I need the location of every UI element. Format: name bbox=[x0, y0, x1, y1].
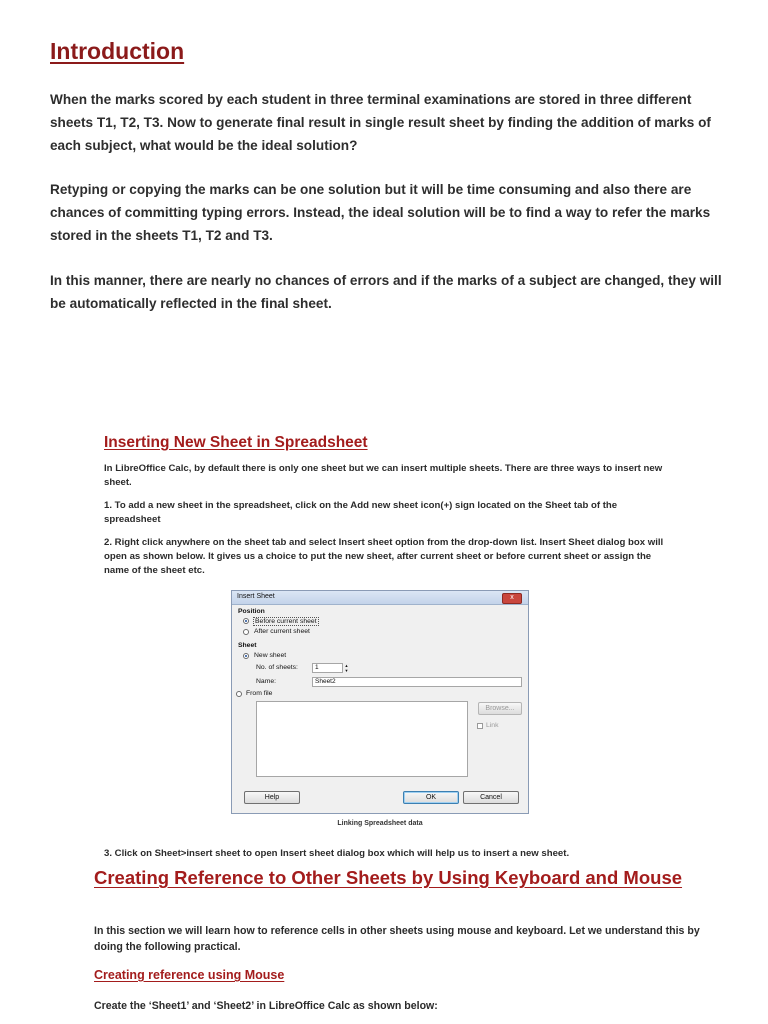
inserting-step-1: 1. To add a new sheet in the spreadsheet, click on the Add new sheet icon(+) sign located on the Sheet tab of the spreadsheet bbox=[104, 500, 618, 525]
inserting-step-3: 3. Click on Sheet>insert sheet to open Insert sheet dialog box which will help us to insert a new sheet. bbox=[104, 848, 570, 859]
cancel-button[interactable]: Cancel bbox=[463, 791, 519, 804]
after-current-label: After current sheet bbox=[254, 628, 310, 635]
intro-paragraph-2: Retyping or copying the marks can be one solution but it will be time consuming and also there are chances of committing typing errors. Instead, the ideal solution will be to find a way to refer the marks stored in the sheets T1, T2 and T3. bbox=[50, 182, 711, 243]
browse-button[interactable]: Browse... bbox=[478, 702, 522, 715]
reference-paragraph-2: Create the ‘Sheet1’ and ‘Sheet2’ in LibreOffice Calc as shown below: bbox=[94, 1000, 438, 1012]
figure-caption: Linking Spreadsheet data bbox=[337, 820, 423, 827]
inserting-step-2: 2. Right click anywhere on the sheet tab and select Insert sheet option from the drop-down list. Insert Sheet dialog box will open as shown below. It gives us a choice to put the new sheet, after current sheet or before current sheet or assign the name of the sheet etc. bbox=[104, 537, 664, 576]
sheet-label: Sheet bbox=[238, 642, 257, 649]
intro-paragraph-3: In this manner, there are nearly no chances of errors and if the marks of a subject are changed, they will be automatically reflected in the final sheet. bbox=[50, 273, 722, 311]
from-file-label: From file bbox=[246, 690, 273, 697]
link-checkbox[interactable] bbox=[477, 723, 483, 729]
before-current-label: Before current sheet bbox=[255, 618, 317, 625]
ok-button[interactable]: OK bbox=[403, 791, 459, 804]
no-of-sheets-label: No. of sheets: bbox=[256, 664, 298, 671]
inserting-paragraph-1: In LibreOffice Calc, by default there is only one sheet but we can insert multiple sheets. There are three ways to insert new sheet. bbox=[104, 463, 663, 488]
name-label: Name: bbox=[256, 678, 277, 685]
intro-heading: Introduction bbox=[50, 38, 185, 64]
from-file-radio[interactable] bbox=[236, 691, 242, 697]
link-label: Link bbox=[486, 722, 499, 729]
close-icon[interactable]: x bbox=[502, 593, 522, 604]
reference-mouse-heading: Creating reference using Mouse bbox=[94, 968, 285, 982]
inserting-sheet-heading: Inserting New Sheet in Spreadsheet bbox=[104, 434, 368, 451]
intro-paragraph-1: When the marks scored by each student in three terminal examinations are stored in three different sheets T1, T2, T3. Now to generate final result in single result sheet by finding the addition of marks of each subject, what would be the ideal solution? bbox=[50, 92, 711, 153]
reference-paragraph-1: In this section we will learn how to reference cells in other sheets using mouse and keyboard. Let we understand this by doing the following practical. bbox=[94, 925, 700, 953]
after-current-radio[interactable] bbox=[243, 629, 249, 635]
file-list-box[interactable] bbox=[256, 701, 468, 777]
dialog-titlebar bbox=[232, 591, 528, 605]
no-of-sheets-spin[interactable]: ▲ ▼ bbox=[342, 663, 350, 673]
no-of-sheets-input[interactable]: 1 bbox=[312, 663, 350, 673]
before-current-radio[interactable] bbox=[243, 618, 249, 624]
reference-heading: Creating Reference to Other Sheets by Using Keyboard and Mouse bbox=[94, 867, 683, 888]
name-input[interactable]: Sheet2 bbox=[312, 677, 522, 687]
new-sheet-label: New sheet bbox=[254, 652, 287, 659]
dialog-title: Insert Sheet bbox=[237, 593, 275, 600]
insert-sheet-dialog bbox=[231, 590, 529, 814]
help-button[interactable]: Help bbox=[244, 791, 300, 804]
position-label: Position bbox=[238, 608, 265, 615]
new-sheet-radio[interactable] bbox=[243, 653, 249, 659]
